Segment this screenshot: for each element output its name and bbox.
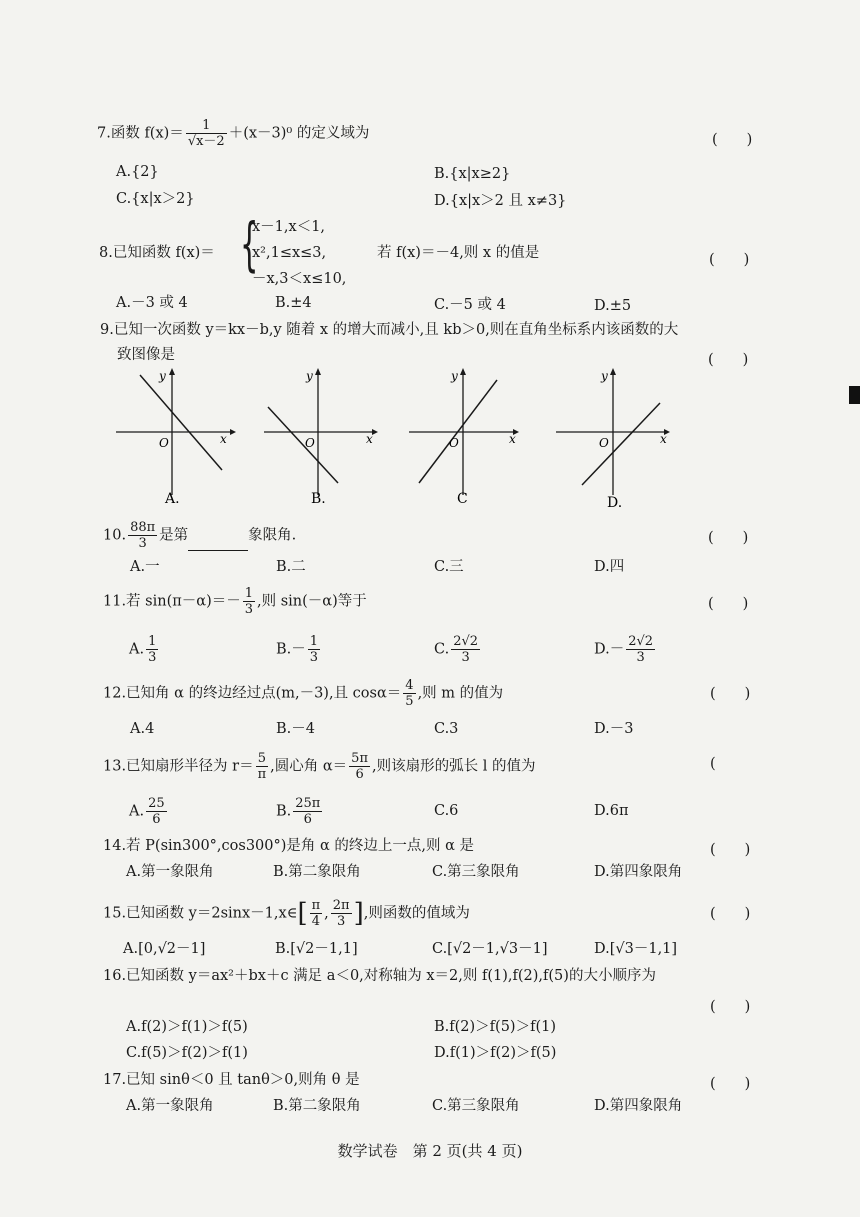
q13-stem: 13.已知扇形半径为 r＝ $\frac{5}{\pi}$ ,圆心角 α＝ $\frac{5\pi}{6}$ ,则该扇形的弧长 l 的值为 [103,751,536,782]
q11-option-b: B.－ $\frac{1}{3}$ [276,634,319,665]
q15-option-d: D.[√3－1,1] [594,941,678,957]
q8-case-1: x－1,x＜1, [252,219,326,235]
q15-answer-paren: ( ) [710,906,751,922]
q9-graph-d-y-label: y [601,369,608,383]
q16-option-b: B.f(2)＞f(5)＞f(1) [434,1019,556,1035]
q9-stem-line-2: 致图像是 [117,347,175,363]
q11-stem: 11.若 sin(π－α)＝－ $\frac{1}{3}$ ,则 sin(－α)等于 [103,586,367,617]
q9-graph-a [112,365,242,505]
q17-stem: 17.已知 sinθ＜0 且 tanθ＞0,则角 θ 是 [103,1072,360,1088]
q8-brace: { [240,210,259,278]
q16-stem: 16.已知函数 y＝ax²＋bx＋c 满足 a＜0,对称轴为 x＝2,则 f(1),f(2),f(5)的大小顺序为 [103,968,656,984]
q9-graph-a-x-label: x [220,432,227,446]
q13-option-b: B. $\frac{25\pi}{6}$ [276,796,321,827]
q14-option-b: B.第二象限角 [273,864,361,880]
q8-case-2: x²,1≤x≤3, [252,245,327,261]
q14-option-a: A.第一象限角 [126,864,214,880]
q12-option-d: D.－3 [594,721,634,737]
q7-answer-paren: ( ) [712,132,753,148]
q9-graph-a-origin: O [159,436,169,450]
q9-graph-b [260,365,390,505]
q10-option-c: C.三 [434,559,464,575]
q15-stem: 15.已知函数 y＝2sinx－1,x∈[ $\frac{\pi}{4}$ , $\frac{2\pi}{3}$ ],则函数的值域为 [103,898,470,929]
q9-graph-b-y-label: y [306,369,313,383]
q11-option-d: D.－ $\frac{2√2}{3}$ [594,634,654,665]
q11-answer-paren: ( ) [708,596,749,612]
q9-graph-d-label: D. [607,495,623,510]
q8-option-b: B.±4 [275,295,312,311]
q9-graph-d-origin: O [599,436,609,450]
q12-option-b: B.－4 [276,721,315,737]
q9-graph-c-y-label: y [451,369,458,383]
q9-graph-c-origin: O [449,436,459,450]
q9-graph-d [552,365,682,510]
q8-case-3: －x,3＜x≤10, [252,271,347,287]
q10-option-d: D.四 [594,559,625,575]
q9-graph-a-y-label: y [159,369,166,383]
q16-answer-paren: ( ) [710,999,751,1015]
q17-option-d: D.第四象限角 [594,1098,683,1114]
q15-option-c: C.[√2－1,√3－1] [432,941,548,957]
q9-stem-line-1: 9.已知一次函数 y＝kx－b,y 随着 x 的增大而减小,且 kb＞0,则在直角坐标系内该函数的大 [100,322,679,338]
q7-option-b: B.{x|x≥2} [434,166,511,182]
q9-graph-b-origin: O [305,436,315,450]
q16-option-a: A.f(2)＞f(1)＞f(5) [126,1019,248,1035]
q10-stem: 10. $\frac{88\pi}{3}$ 是第 象限角. [103,520,297,551]
q10-answer-paren: ( ) [708,530,749,546]
q17-option-c: C.第三象限角 [432,1098,520,1114]
q8-option-c: C.－5 或 4 [434,297,506,313]
q14-option-c: C.第三象限角 [432,864,520,880]
q10-fraction: $\frac{88\pi}{3}$ [130,520,156,551]
q7-stem: 7.函数 f(x)＝ $\frac{1}{√x-2}$ ＋(x－3)⁰ 的定义域为 [97,118,370,149]
q14-option-d: D.第四象限角 [594,864,683,880]
q13-option-c: C.6 [434,803,459,819]
q9-graph-c [405,365,535,505]
q9-answer-paren: ( ) [708,352,749,368]
q12-answer-paren: ( ) [710,686,751,702]
q16-option-d: D.f(1)＞f(2)＞f(5) [434,1045,557,1061]
q13-option-d: D.6π [594,803,629,819]
q8-option-d: D.±5 [594,298,632,314]
q17-option-b: B.第二象限角 [273,1098,361,1114]
q11-option-c: C. $\frac{2√2}{3}$ [434,634,479,665]
q13-answer-paren: ( [710,756,716,772]
q9-graph-b-label: B. [311,491,326,505]
q9-graph-a-label: A. [165,491,180,505]
q10-blank [188,536,248,551]
q9-graph-b-x-label: x [366,432,373,446]
q12-option-a: A.4 [130,721,155,737]
q13-option-a: A. $\frac{25}{6}$ [129,796,165,827]
q15-option-a: A.[0,√2－1] [123,941,206,957]
q10-option-a: A.一 [130,559,160,575]
q8-answer-paren: ( ) [709,252,750,268]
q15-option-b: B.[√2－1,1] [275,941,358,957]
q16-option-c: C.f(5)＞f(2)＞f(1) [126,1045,248,1061]
q8-stem-prefix: 8.已知函数 f(x)＝ [99,245,215,261]
q10-option-b: B.二 [276,559,306,575]
q7-fraction: $\frac{1}{√x-2}$ [187,118,225,149]
q7-option-c: C.{x|x＞2} [116,191,195,207]
q7-option-a: A.{2} [116,164,159,180]
q9-graph-c-label: C [457,491,468,505]
q17-option-a: A.第一象限角 [126,1098,214,1114]
q11-option-a: A. $\frac{1}{3}$ [129,634,157,665]
q9-graph-d-x-label: x [660,432,667,446]
q7-option-d: D.{x|x＞2 且 x≠3} [434,193,567,209]
q9-graph-c-x-label: x [509,432,516,446]
q12-stem: 12.已知角 α 的终边经过点(m,－3),且 cosα＝ $\frac{4}{5}$ ,则 m 的值为 [103,678,504,709]
q8-option-a: A.－3 或 4 [116,295,188,311]
edge-mark [849,386,860,404]
q8-stem-suffix: 若 f(x)＝－4,则 x 的值是 [377,245,540,261]
q12-option-c: C.3 [434,721,459,737]
q14-answer-paren: ( ) [710,842,751,858]
page-footer: 数学试卷 第 2 页(共 4 页) [337,1142,523,1160]
q17-answer-paren: ( ) [710,1076,751,1092]
q14-stem: 14.若 P(sin300°,cos300°)是角 α 的终边上一点,则 α 是 [103,838,475,854]
